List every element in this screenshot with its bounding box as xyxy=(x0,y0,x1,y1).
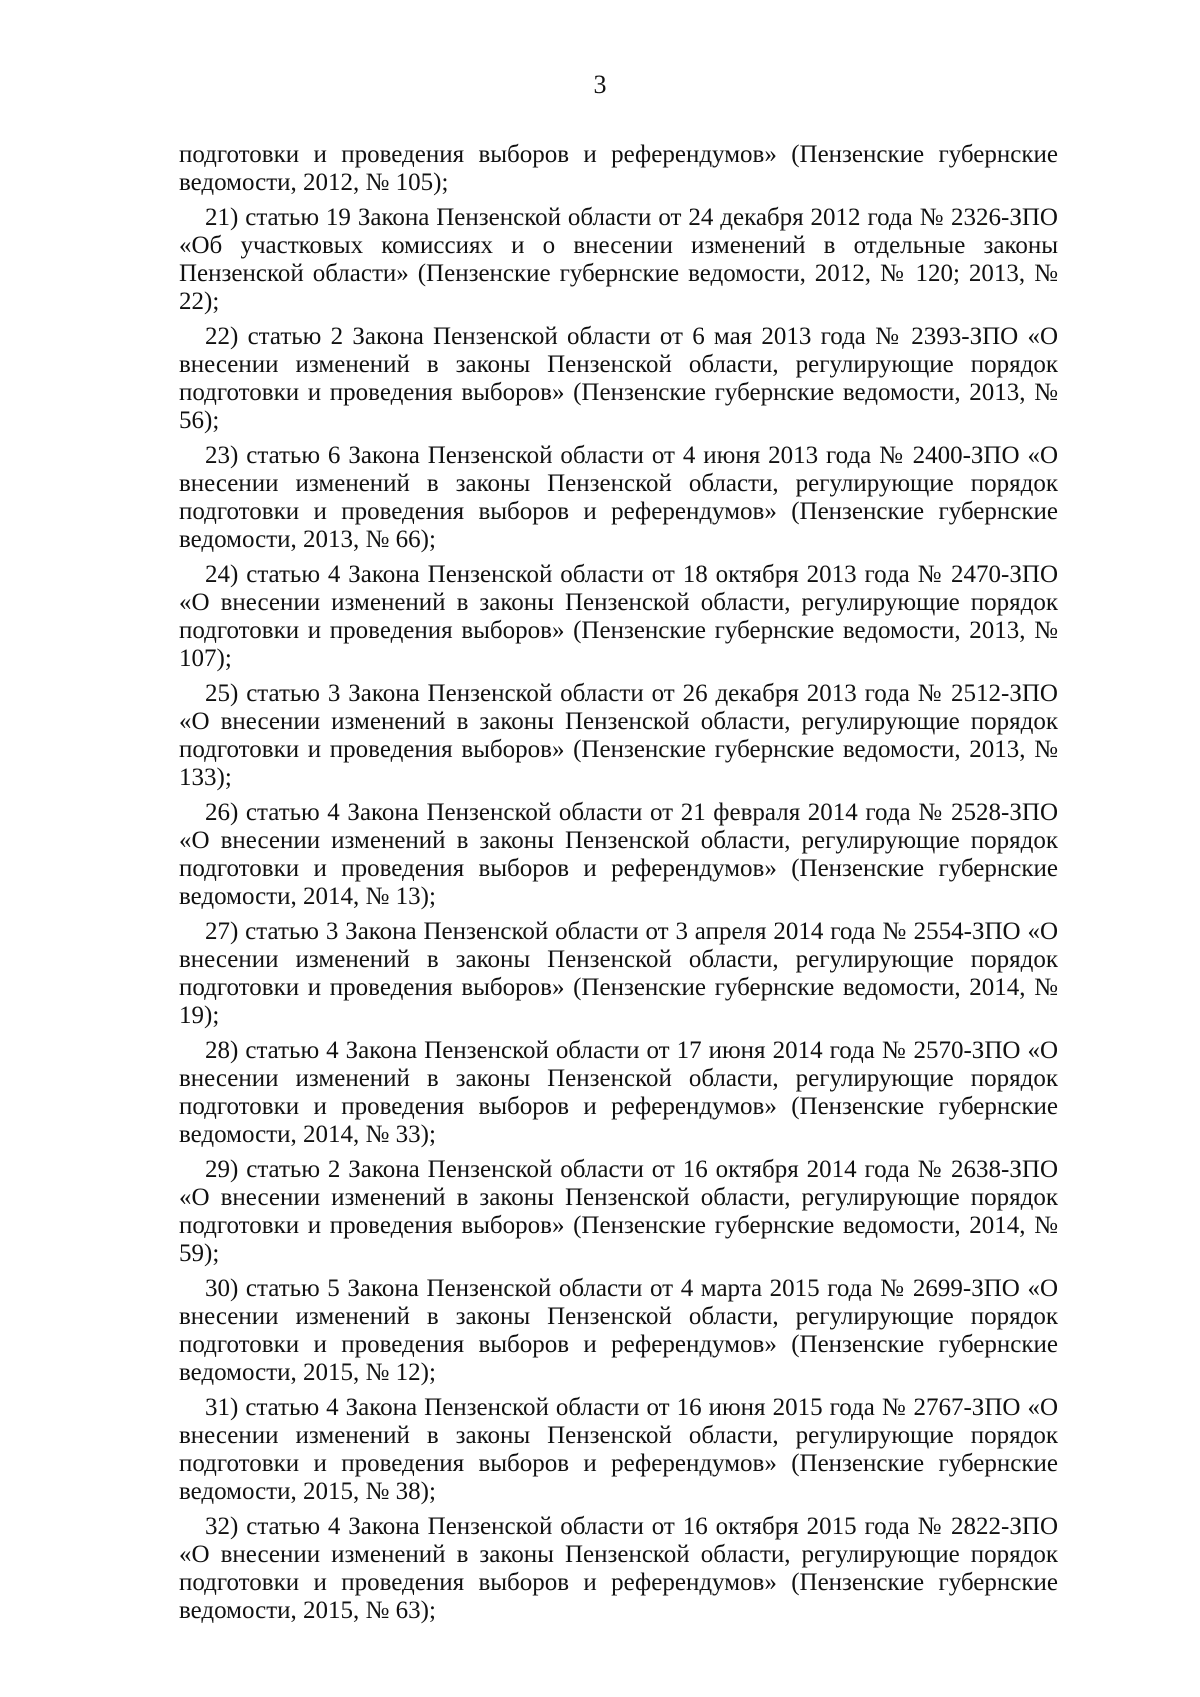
list-item-22: 22) статью 2 Закона Пензенской области от 6 мая 2013 года № 2393-ЗПО «О внесении изменений в законы Пензенской области, регулирующие порядок подготовки и проведения выборов» (Пензенские губернские ведомости, 2013, № 56); xyxy=(179,323,1058,434)
list-item-26: 26) статью 4 Закона Пензенской области от 21 февраля 2014 года № 2528-ЗПО «О внесении изменений в законы Пензенской области, регулирующие порядок подготовки и проведения выборов и референдумов» (Пензенские губернские ведомости, 2014, № 13); xyxy=(179,799,1058,910)
list-item-29: 29) статью 2 Закона Пензенской области от 16 октября 2014 года № 2638-ЗПО «О внесении изменений в законы Пензенской области, регулирующие порядок подготовки и проведения выборов» (Пензенские губернские ведомости, 2014, № 59); xyxy=(179,1156,1058,1267)
list-item-23: 23) статью 6 Закона Пензенской области от 4 июня 2013 года № 2400-ЗПО «О внесении изменений в законы Пензенской области, регулирующие порядок подготовки и проведения выборов и референдумов» (Пензенские губернские ведомости, 2013, № 66); xyxy=(179,442,1058,553)
list-item-31: 31) статью 4 Закона Пензенской области от 16 июня 2015 года № 2767-ЗПО «О внесении изменений в законы Пензенской области, регулирующие порядок подготовки и проведения выборов и референдумов» (Пензенские губернские ведомости, 2015, № 38); xyxy=(179,1394,1058,1505)
list-item-21: 21) статью 19 Закона Пензенской области от 24 декабря 2012 года № 2326-ЗПО «Об участковых комиссиях и о внесении изменений в отдельные законы Пензенской области» (Пензенские губернские ведомости, 2012, № 120; 2013, № 22); xyxy=(179,204,1058,315)
paragraph-continuation: подготовки и проведения выборов и референдумов» (Пензенские губернские ведомости, 2012, № 105); xyxy=(179,141,1058,196)
list-item-30: 30) статью 5 Закона Пензенской области от 4 марта 2015 года № 2699-ЗПО «О внесении изменений в законы Пензенской области, регулирующие порядок подготовки и проведения выборов и референдумов» (Пензенские губернские ведомости, 2015, № 12); xyxy=(179,1275,1058,1386)
list-item-24: 24) статью 4 Закона Пензенской области от 18 октября 2013 года № 2470-ЗПО «О внесении изменений в законы Пензенской области, регулирующие порядок подготовки и проведения выборов» (Пензенские губернские ведомости, 2013, № 107); xyxy=(179,561,1058,672)
list-item-27: 27) статью 3 Закона Пензенской области от 3 апреля 2014 года № 2554-ЗПО «О внесении изменений в законы Пензенской области, регулирующие порядок подготовки и проведения выборов» (Пензенские губернские ведомости, 2014, № 19); xyxy=(179,918,1058,1029)
list-item-32: 32) статью 4 Закона Пензенской области от 16 октября 2015 года № 2822-ЗПО «О внесении изменений в законы Пензенской области, регулирующие порядок подготовки и проведения выборов и референдумов» (Пензенские губернские ведомости, 2015, № 63); xyxy=(179,1513,1058,1624)
list-item-28: 28) статью 4 Закона Пензенской области от 17 июня 2014 года № 2570-ЗПО «О внесении изменений в законы Пензенской области, регулирующие порядок подготовки и проведения выборов и референдумов» (Пензенские губернские ведомости, 2014, № 33); xyxy=(179,1037,1058,1148)
document-body xyxy=(179,141,1058,1632)
list-item-25: 25) статью 3 Закона Пензенской области от 26 декабря 2013 года № 2512-ЗПО «О внесении изменений в законы Пензенской области, регулирующие порядок подготовки и проведения выборов» (Пензенские губернские ведомости, 2013, № 133); xyxy=(179,680,1058,791)
page-number: 3 xyxy=(593,70,607,99)
